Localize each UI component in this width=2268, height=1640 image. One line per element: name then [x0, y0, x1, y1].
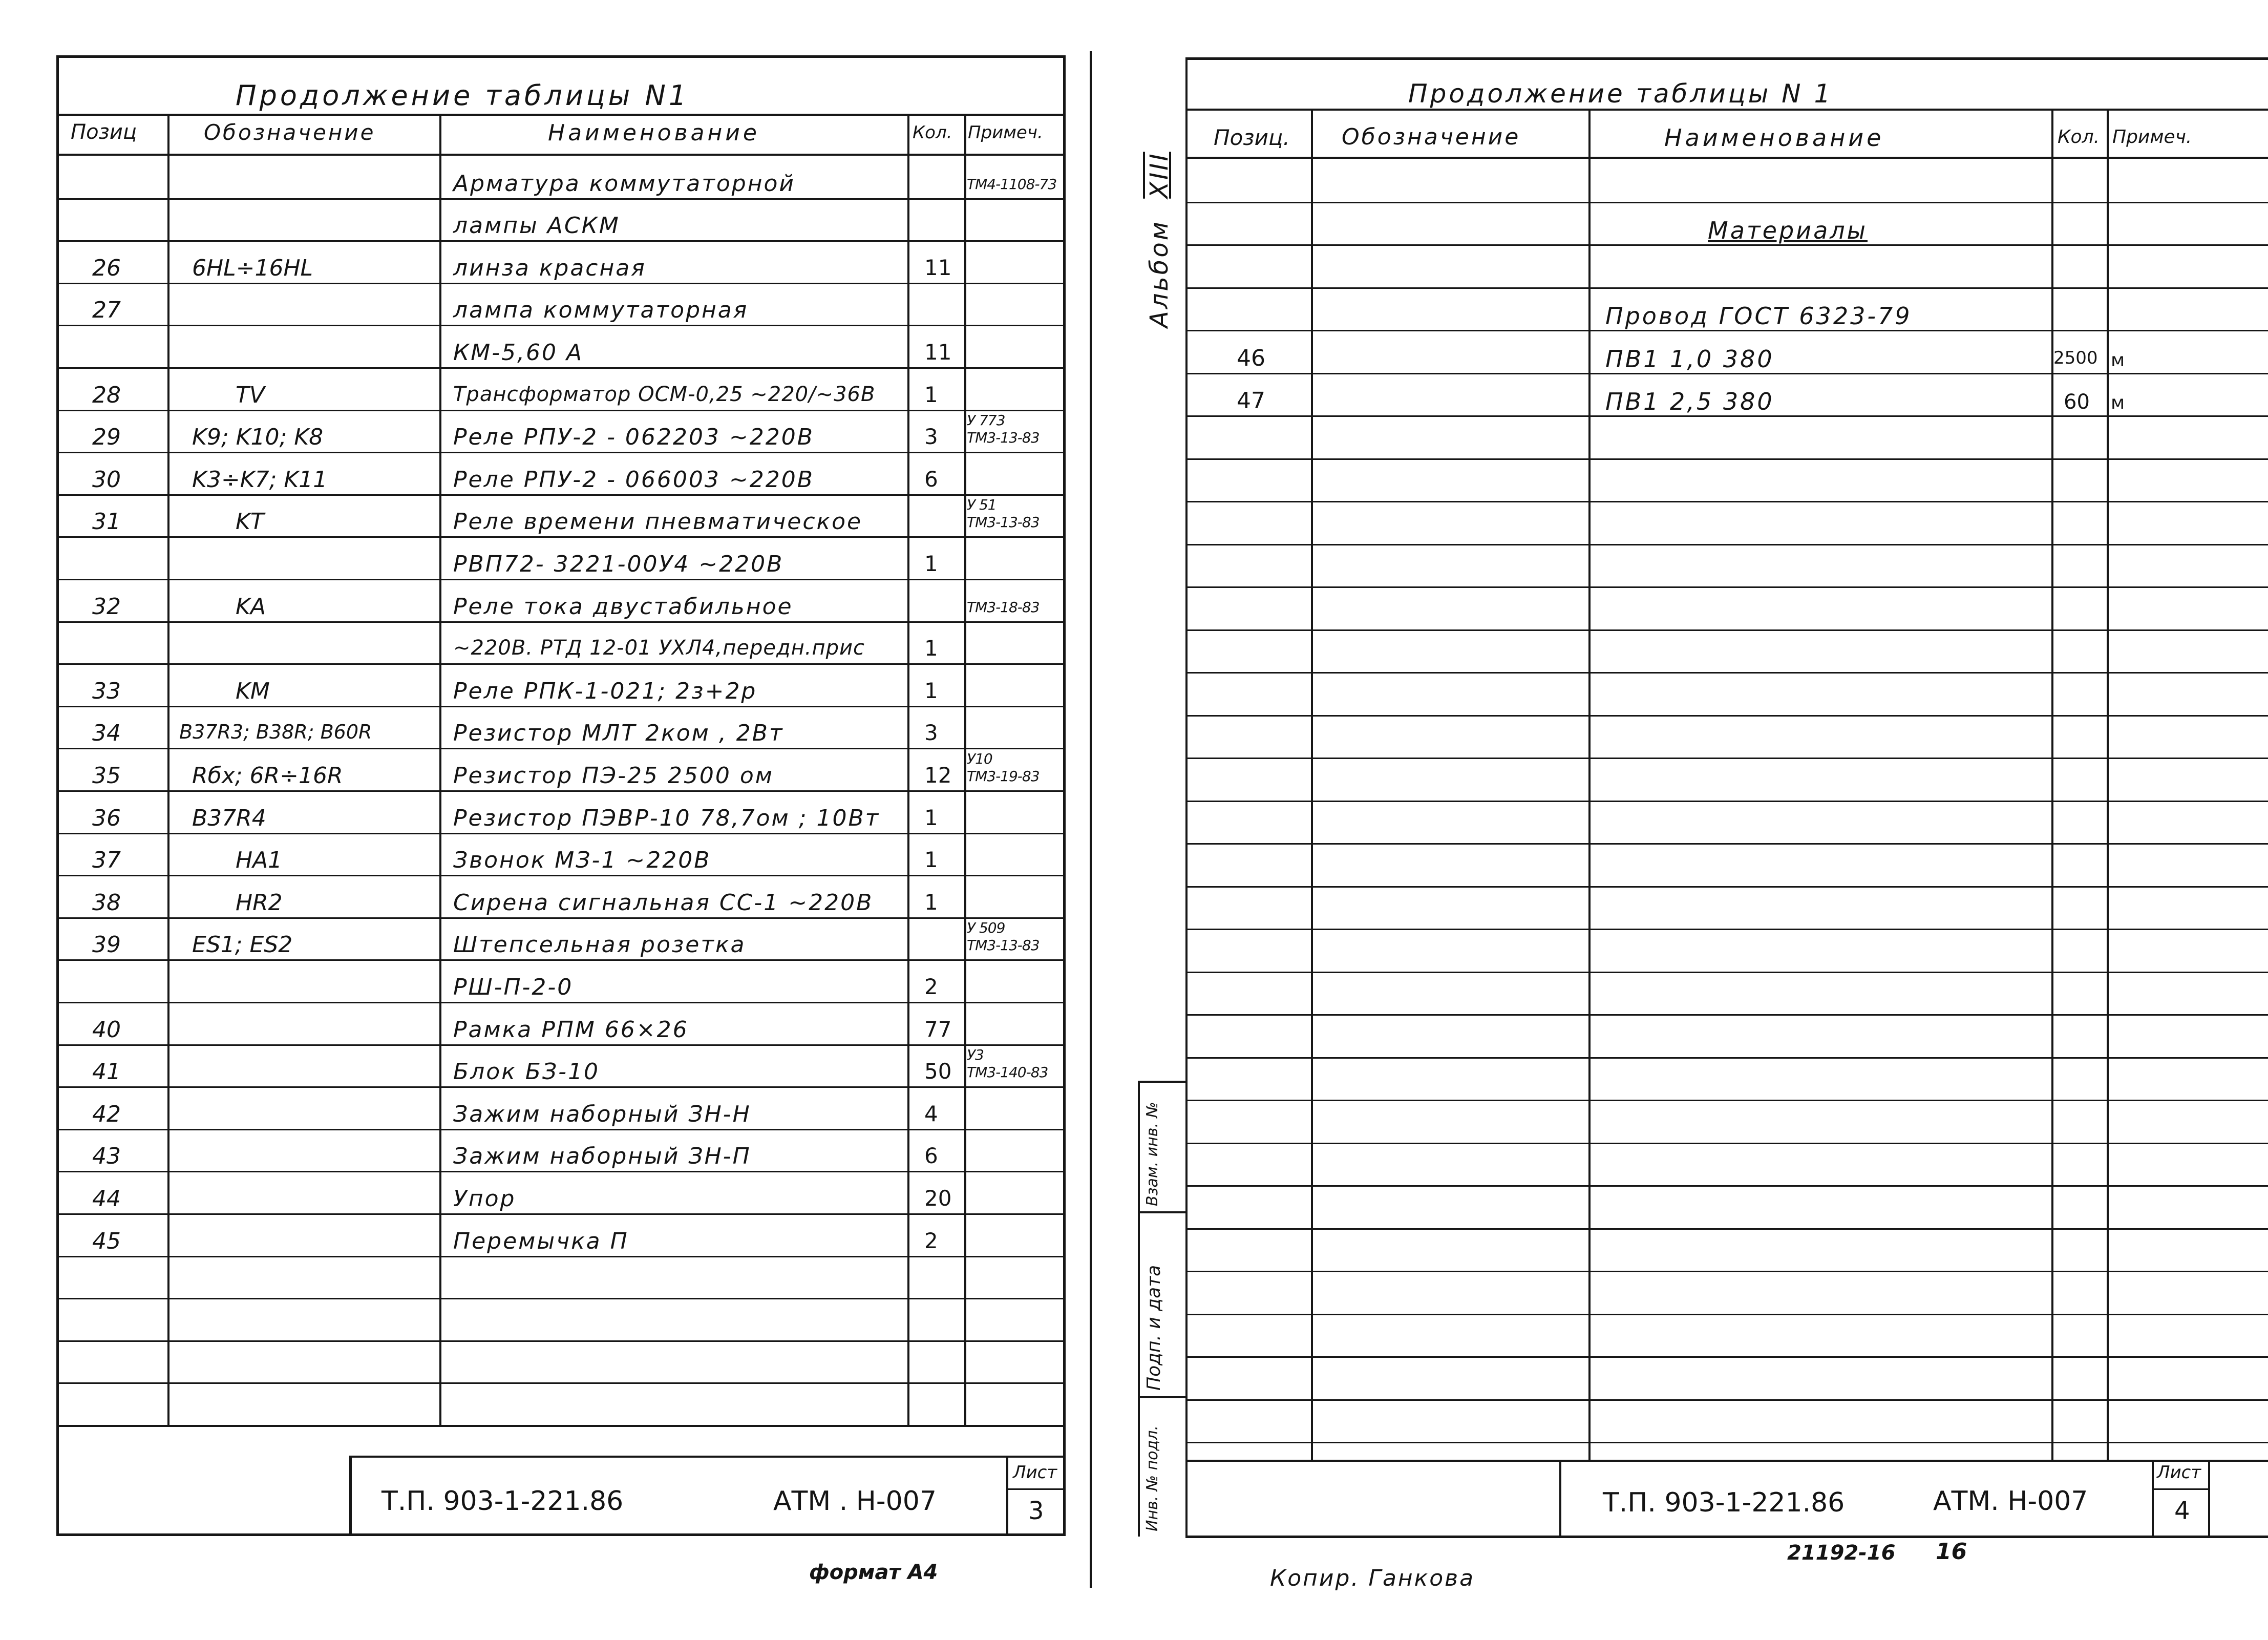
row-position: 42	[92, 1101, 121, 1127]
row-line	[56, 790, 1066, 792]
row-line	[1185, 1356, 2268, 1358]
order-number: 21192-16	[1787, 1541, 1896, 1565]
row-line	[1185, 544, 2268, 545]
row-line	[1185, 929, 2268, 930]
row-line	[56, 579, 1066, 580]
row-line	[56, 833, 1066, 834]
row-line	[1185, 202, 2268, 203]
row-name: Резистор ПЭ-25 2500 ом	[453, 763, 774, 789]
right-header-qty: Кол.	[2058, 127, 2100, 148]
row-line	[1185, 1271, 2268, 1272]
row-line	[56, 1298, 1066, 1299]
row-line	[56, 1086, 1066, 1088]
row-name: Трансформатор ОСМ-0,25 ~220/~36В	[453, 383, 876, 406]
row-designation: 6HL÷16HL	[192, 255, 313, 281]
header-designation: Обозначение	[204, 120, 376, 145]
row-position: 31	[92, 509, 121, 535]
copier-note: Копир. Ганкова	[1270, 1565, 1475, 1591]
row-name: ПВ1 1,0 380	[1605, 345, 1774, 373]
header-pos: Позиц	[71, 120, 137, 144]
row-position: 47	[1237, 388, 1265, 414]
row-position: 36	[92, 805, 121, 831]
row-line	[56, 1340, 1066, 1342]
row-line	[1185, 458, 2268, 460]
right-stamp-code: АТМ. Н-007	[1933, 1486, 2088, 1517]
row-position: 45	[92, 1228, 121, 1254]
left-stamp-code: АТМ . Н-007	[773, 1486, 937, 1517]
row-name: ПВ1 2,5 380	[1605, 388, 1774, 415]
row-designation: K3÷K7; K11	[192, 467, 328, 493]
row-name: Провод ГОСТ 6323-79	[1605, 302, 1912, 330]
row-note: У 773 ТМ3-13-83	[967, 412, 1040, 446]
row-note: м	[2111, 392, 2125, 413]
row-position: 30	[92, 467, 121, 493]
row-line	[1185, 715, 2268, 717]
row-quantity: 4	[924, 1101, 938, 1126]
left-sheet	[0, 0, 1101, 1640]
row-designation: KA	[236, 594, 266, 620]
row-line	[56, 917, 1066, 919]
row-line	[1185, 629, 2268, 631]
row-designation: ES1; ES2	[192, 932, 293, 958]
left-stamp-project: Т.П. 903-1-221.86	[381, 1486, 624, 1517]
row-designation: Rбх; 6R÷16R	[192, 763, 343, 789]
row-position: 40	[92, 1017, 121, 1043]
row-line	[1185, 501, 2268, 502]
row-name: РВП72- 3221-00У4 ~220В	[453, 551, 784, 577]
row-name: Звонок МЗ-1 ~220В	[453, 847, 711, 873]
row-name: лампа коммутаторная	[453, 297, 749, 323]
row-line	[56, 367, 1066, 369]
right-sheet	[1101, 0, 2268, 1640]
right-stamp-sheet-label: Лист	[2157, 1462, 2201, 1483]
row-name: Резистор ПЭВР-10 78,7ом ; 10Вт	[453, 805, 880, 831]
left-stamp-sheet-number: 3	[1028, 1497, 1044, 1525]
row-name: Перемычка П	[453, 1228, 629, 1254]
row-line	[56, 1382, 1066, 1384]
row-line	[1185, 801, 2268, 802]
side-label-replacement-inv: Взам. инв. №	[1143, 1102, 1161, 1206]
side-label-signature-date: Подп. и дата	[1143, 1265, 1164, 1391]
row-quantity: 2	[924, 974, 938, 999]
row-name: Зажим наборный ЗН-П	[453, 1143, 751, 1169]
row-line	[56, 663, 1066, 665]
row-position: 46	[1237, 345, 1265, 371]
row-line	[56, 410, 1066, 411]
row-quantity: 1	[924, 847, 938, 872]
row-line	[56, 1002, 1066, 1003]
row-note: У 51 ТМ3-13-83	[967, 496, 1040, 531]
row-designation: KT	[236, 509, 264, 535]
header-note: Примеч.	[968, 122, 1043, 143]
row-name: лампы АСКМ	[453, 213, 620, 239]
row-line	[1185, 1185, 2268, 1187]
row-line	[1185, 330, 2268, 331]
left-stamp-sheet-label: Лист	[1013, 1462, 1057, 1483]
row-note: ТМ4-1108-73	[967, 176, 1057, 193]
row-line	[1185, 972, 2268, 973]
row-line	[56, 959, 1066, 961]
left-table-caption: Продолжение таблицы N1	[236, 79, 690, 112]
row-line	[1185, 1399, 2268, 1401]
row-position: 38	[92, 890, 121, 916]
row-line	[56, 875, 1066, 876]
row-name: Штепсельная розетка	[453, 932, 746, 958]
row-name: ~220В. РТД 12-01 УХЛ4,передн.прис	[453, 636, 865, 660]
order-page: 16	[1936, 1539, 1967, 1565]
row-designation: K9; K10; K8	[192, 424, 324, 450]
row-line	[56, 1171, 1066, 1172]
row-line	[56, 452, 1066, 453]
row-quantity: 3	[924, 720, 938, 745]
row-position: 35	[92, 763, 121, 789]
row-quantity: 11	[924, 255, 952, 280]
row-designation: B37R3; B38R; B60R	[179, 721, 372, 743]
row-designation: KM	[236, 678, 270, 704]
row-name: Рамка РПМ 66×26	[453, 1017, 689, 1043]
row-quantity: 60	[2064, 390, 2090, 414]
row-quantity: 6	[924, 467, 938, 492]
row-line	[56, 1044, 1066, 1046]
row-quantity: 12	[924, 763, 952, 788]
row-position: 44	[92, 1186, 121, 1212]
row-line	[1185, 672, 2268, 674]
sheet-divider	[1090, 51, 1092, 1588]
row-note: ТМ3-18-83	[967, 599, 1040, 616]
row-note: У 509 ТМ3-13-83	[967, 919, 1040, 954]
row-line	[56, 325, 1066, 326]
row-position: 26	[92, 255, 121, 281]
row-quantity: 11	[924, 340, 952, 365]
row-line	[1185, 758, 2268, 759]
row-line	[1185, 1014, 2268, 1016]
row-line	[1185, 1228, 2268, 1230]
row-line	[1185, 244, 2268, 246]
row-line	[1185, 1314, 2268, 1315]
row-line	[1185, 1057, 2268, 1059]
row-line	[56, 1256, 1066, 1257]
row-quantity: 77	[924, 1017, 952, 1042]
row-quantity: 1	[924, 805, 938, 830]
row-name: Реле РПК-1-021; 2з+2р	[453, 678, 757, 704]
row-line	[56, 240, 1066, 242]
album-number: XIII	[1145, 152, 1174, 199]
row-line	[56, 536, 1066, 538]
row-name: Упор	[453, 1186, 516, 1212]
row-line	[56, 621, 1066, 623]
right-header-pos: Позиц.	[1214, 125, 1290, 150]
row-quantity: 1	[924, 382, 938, 407]
row-name: Блок БЗ-10	[453, 1059, 600, 1085]
right-header-name: Наименование	[1664, 124, 1884, 152]
row-name: Зажим наборный ЗН-Н	[453, 1101, 751, 1127]
row-line	[1185, 843, 2268, 845]
row-position: 29	[92, 424, 121, 450]
row-note: м	[2111, 350, 2125, 371]
row-line	[56, 1213, 1066, 1215]
row-quantity: 50	[924, 1059, 952, 1084]
row-quantity: 2	[924, 1228, 938, 1253]
row-quantity: 2500	[2053, 348, 2098, 368]
row-name: Реле тока двустабильное	[453, 594, 793, 620]
right-stamp-sheet-number: 4	[2174, 1497, 2190, 1525]
row-designation: HR2	[236, 890, 283, 916]
row-position: 32	[92, 594, 121, 620]
row-name: линза красная	[453, 255, 646, 281]
row-line	[1185, 1442, 2268, 1443]
album-word: Альбом	[1145, 220, 1174, 328]
right-stamp-project: Т.П. 903-1-221.86	[1603, 1487, 1845, 1518]
row-designation: TV	[236, 382, 265, 408]
row-quantity: 1	[924, 551, 938, 576]
row-name: Реле времени пневматическое	[453, 509, 863, 535]
row-line	[1185, 1100, 2268, 1101]
row-position: 37	[92, 847, 121, 873]
row-quantity: 1	[924, 636, 938, 661]
row-line	[56, 494, 1066, 496]
row-line	[56, 198, 1066, 200]
row-name: Реле РПУ-2 - 062203 ~220В	[453, 424, 814, 450]
row-line	[56, 748, 1066, 749]
row-line	[1185, 415, 2268, 417]
side-label-inv-number: Инв. № подл.	[1143, 1425, 1161, 1531]
row-line	[56, 1129, 1066, 1130]
row-name: КМ-5,60 А	[453, 340, 584, 366]
row-line	[1185, 886, 2268, 888]
row-name: Арматура коммутаторной	[453, 171, 796, 197]
row-name: Резистор МЛТ 2ком , 2Вт	[453, 720, 784, 746]
right-header-designation: Обозначение	[1342, 124, 1521, 150]
header-qty: Кол.	[913, 122, 952, 143]
row-designation: HA1	[236, 847, 283, 873]
row-line	[56, 283, 1066, 284]
row-quantity: 3	[924, 424, 938, 449]
row-position: 28	[92, 382, 121, 408]
row-quantity: 6	[924, 1143, 938, 1168]
row-line	[1185, 1143, 2268, 1144]
right-header-note: Примеч.	[2112, 127, 2192, 148]
row-line	[1185, 373, 2268, 374]
row-quantity: 1	[924, 890, 938, 915]
row-position: 27	[92, 297, 121, 323]
format-note: формат А4	[809, 1561, 938, 1584]
row-position: 39	[92, 932, 121, 958]
row-designation: B37R4	[192, 805, 266, 831]
row-line	[1185, 287, 2268, 289]
row-position: 43	[92, 1143, 121, 1169]
row-note: У10 ТМ3-19-83	[967, 750, 1040, 785]
row-name: РШ-П-2-0	[453, 974, 574, 1000]
row-quantity: 20	[924, 1186, 952, 1211]
row-position: 33	[92, 678, 121, 704]
row-name: Сирена сигнальная СС-1 ~220В	[453, 890, 874, 916]
row-position: 34	[92, 720, 121, 746]
row-note: У3 ТМ3-140-83	[967, 1046, 1048, 1081]
right-table-caption: Продолжение таблицы N 1	[1408, 79, 1833, 109]
row-name: Реле РПУ-2 - 066003 ~220В	[453, 467, 814, 493]
section-heading: Материалы	[1708, 217, 1868, 244]
row-line	[56, 706, 1066, 707]
row-quantity: 1	[924, 678, 938, 703]
header-name: Наименование	[548, 120, 760, 146]
row-position: 41	[92, 1059, 121, 1085]
row-line	[1185, 586, 2268, 588]
